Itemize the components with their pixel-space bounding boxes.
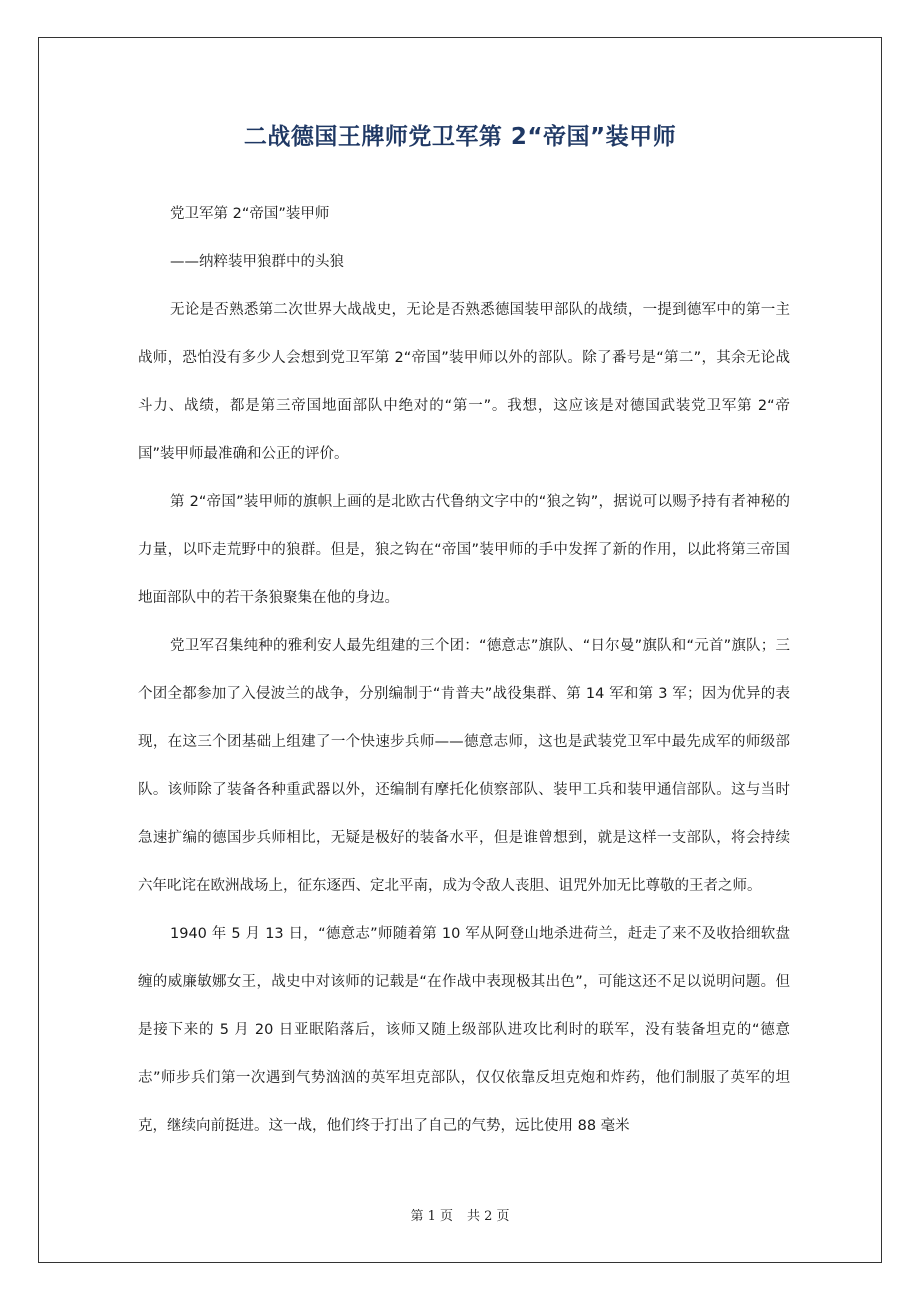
page-total: 共 2 页 — [467, 1209, 510, 1224]
document-body — [138, 190, 790, 1150]
page-number: 第 1 页 — [410, 1209, 453, 1224]
document-title: 二战德国王牌师党卫军第 2“帝国”装甲师 — [243, 124, 677, 150]
subtitle-paragraph: 党卫军第 2“帝国”装甲师 — [170, 206, 330, 222]
body-paragraph: 党卫军召集纯种的雅利安人最先组建的三个团：“德意志”旗队、“日尔曼”旗队和“元首”旗队；三个团全都参加了入侵波兰的战争，分别编制于“肯普夫”战役集群、第 14 军和第 3 军；因为优异的表现，在这三个团基础上组建了一个快速步兵师——德意志师，这也是武装党卫军中最先成军的师级部队。该师除了装备各种重武器以外，还编制有摩托化侦察部队、装甲工兵和装甲通信部队。这与当时急速扩编的德国步兵师相比，无疑是极好的装备水平，但是谁曾想到，就是这样一支部队，将会持续六年叱诧在欧洲战场上，征东逐西、定北平南，成为令敌人丧胆、诅咒外加无比尊敬的王者之师。 — [138, 638, 790, 894]
body-paragraph: 第 2“帝国”装甲师的旗帜上画的是北欧古代鲁纳文字中的“狼之钩”，据说可以赐予持有者神秘的力量，以吓走荒野中的狼群。但是，狼之钩在“帝国”装甲师的手中发挥了新的作用，以此将第三帝国地面部队中的若干条狼聚集在他的身边。 — [138, 494, 790, 606]
page-footer — [38, 1205, 882, 1224]
tagline-paragraph: ——纳粹装甲狼群中的头狼 — [170, 254, 344, 270]
body-paragraph: 1940 年 5 月 13 日，“德意志”师随着第 10 军从阿登山地杀进荷兰，赶走了来不及收拾细软盘缠的威廉敏娜女王，战史中对该师的记载是“在作战中表现极其出色”，可能这还不足以说明问题。但是接下来的 5 月 20 日亚眠陷落后，该师又随上级部队进攻比利时的联军，没有装备坦克的“德意志”师步兵们第一次遇到气势汹汹的英军坦克部队，仅仅依靠反坦克炮和炸药，他们制服了英军的坦克，继续向前挺进。这一战，他们终于打出了自己的气势，远比使用 88 毫米 — [138, 926, 790, 1134]
body-paragraph: 无论是否熟悉第二次世界大战战史，无论是否熟悉德国装甲部队的战绩，一提到德军中的第一主战师，恐怕没有多少人会想到党卫军第 2“帝国”装甲师以外的部队。除了番号是“第二”，其余无论战斗力、战绩，都是第三帝国地面部队中绝对的“第一”。我想，这应该是对德国武装党卫军第 2“帝国”装甲师最准确和公正的评价。 — [138, 302, 790, 462]
